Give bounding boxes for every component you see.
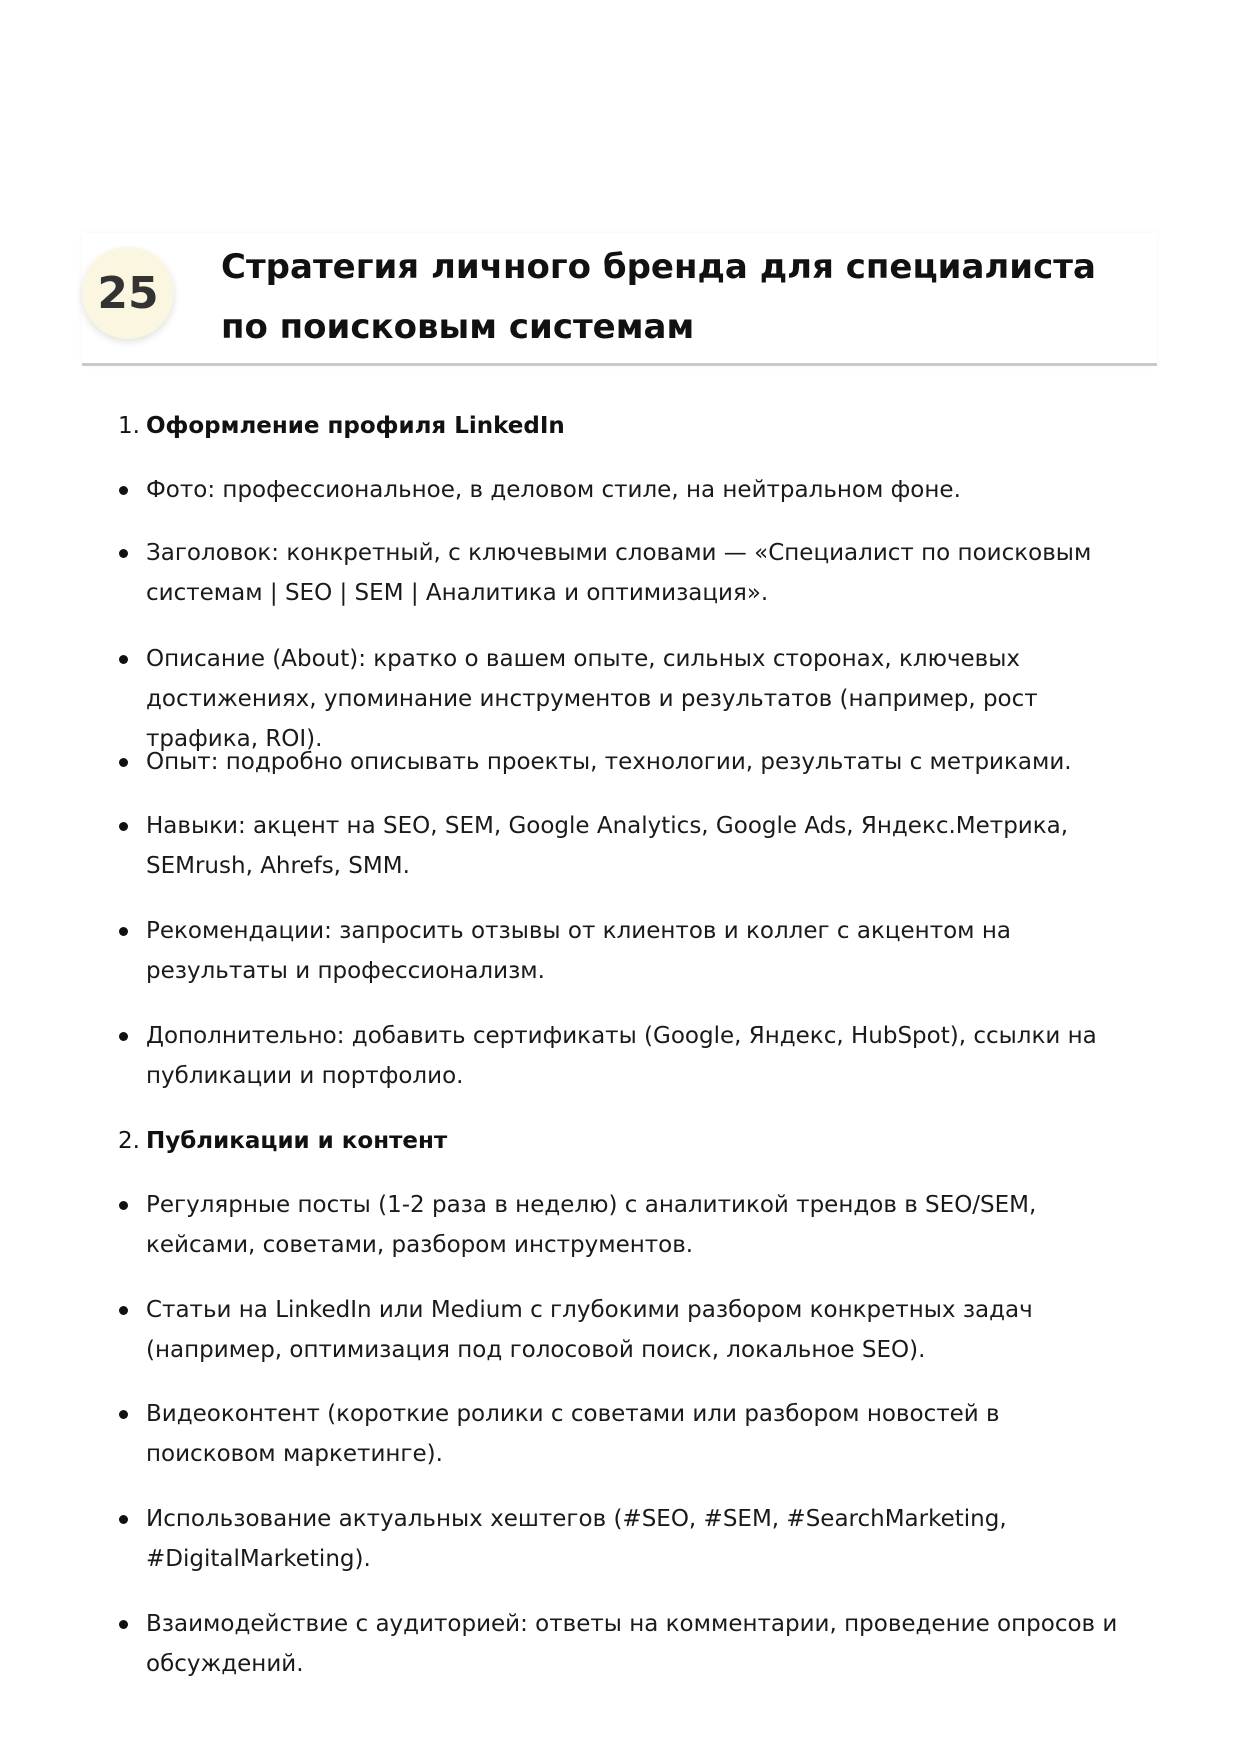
bullet-icon [119, 927, 128, 936]
bullet-icon [119, 1515, 128, 1524]
list-item-text: Использование актуальных хештегов (#SEO, #SEM, #SearchMarketing, #DigitalMarketing). [146, 1506, 1007, 1572]
page-title: Стратегия личного бренда для специалиста по поисковым системам [221, 247, 1096, 347]
list-item [146, 1394, 1136, 1474]
list-item [146, 911, 1136, 991]
list-item-text: Видеоконтент (короткие ролики с советами или разбором новостей в поисковом маркетинге). [146, 1401, 1000, 1467]
section-number: 2. [118, 1128, 140, 1154]
list-item [146, 1185, 1136, 1265]
list-item [146, 533, 1136, 613]
bullet-icon [119, 1620, 128, 1629]
list-item [146, 1604, 1136, 1684]
bullet-icon [119, 822, 128, 831]
list-item-text: Опыт: подробно описывать проекты, технологии, результаты с метриками. [146, 749, 1072, 775]
list-item-text: Заголовок: конкретный, с ключевыми словами — «Специалист по поисковым системам | SEO | SEM | Аналитика и оптимизация». [146, 540, 1092, 606]
bullet-icon [119, 655, 128, 664]
list-item [146, 470, 1136, 510]
section-header [82, 233, 1157, 366]
section-heading-publications [118, 1124, 447, 1158]
bullet-icon [119, 1201, 128, 1210]
list-item [146, 639, 1136, 759]
section-number: 1. [118, 413, 140, 439]
bullet-icon [119, 549, 128, 558]
section-title: Публикации и контент [146, 1128, 448, 1154]
list-item-text: Дополнительно: добавить сертификаты (Google, Яндекс, HubSpot), ссылки на публикации и портфолио. [146, 1023, 1097, 1089]
list-item-text: Фото: профессиональное, в деловом стиле, на нейтральном фоне. [146, 477, 961, 503]
list-item-text: Рекомендации: запросить отзывы от клиентов и коллег с акцентом на результаты и профессионализм. [146, 918, 1011, 984]
list-item-text: Статьи на LinkedIn или Medium с глубокими разбором конкретных задач (например, оптимизация под голосовой поиск, локальное SEO). [146, 1297, 1033, 1363]
list-item-text: Навыки: акцент на SEO, SEM, Google Analytics, Google Ads, Яндекс.Метрика, SEMrush, Ahrefs, SMM. [146, 813, 1069, 879]
section-title: Оформление профиля LinkedIn [146, 413, 565, 439]
list-item-text: Регулярные посты (1-2 раза в неделю) с аналитикой трендов в SEO/SEM, кейсами, советами, разбором инструментов. [146, 1192, 1037, 1258]
list-item-text: Описание (About): кратко о вашем опыте, сильных сторонах, ключевых достижениях, упоминание инструментов и результатов (например, рост трафика, ROI). [146, 646, 1038, 752]
list-item [146, 806, 1136, 886]
bullet-icon [119, 1032, 128, 1041]
chapter-number-badge: 25 [82, 247, 174, 339]
bullet-icon [119, 758, 128, 767]
section-heading-linkedin-profile [118, 409, 565, 443]
list-item [146, 1290, 1136, 1370]
list-item [146, 742, 1136, 782]
list-item [146, 1499, 1136, 1579]
list-item [146, 1016, 1136, 1096]
list-item-text: Взаимодействие с аудиторией: ответы на комментарии, проведение опросов и обсуждений. [146, 1611, 1118, 1677]
bullet-icon [119, 1410, 128, 1419]
bullet-icon [119, 1306, 128, 1315]
bullet-icon [119, 486, 128, 495]
